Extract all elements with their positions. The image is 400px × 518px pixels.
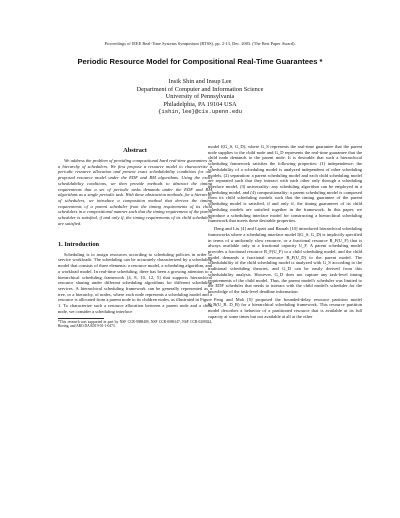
author-names: Insik Shin and Insup Lee (168, 78, 232, 85)
author-block (0, 78, 400, 116)
right-paragraph-3: Feng and Mok [5] proposed the bounded-delay resource partition model R_B(U_B, D_B) for a hierarchical scheduling framework. This resource partition model describes a behavior of a partitioned resource that is available at its full capacity at some times but not available at all at the other (208, 296, 362, 319)
author-department: Department of Computer and Information Science (136, 85, 264, 93)
left-column (58, 147, 212, 328)
abstract-text: We address the problem of providing compositional hard real-time guarantees in a hierarchy of schedulers. We first propose a resource model to characterize a periodic resource allocation and present exact schedulability conditions for our proposed resource model under the EDF and RM algorithms. Using the exact schedulability conditions, we then provide methods to abstract the timing requirements that a set of periodic tasks demands under the EDF and RM algorithms as a single periodic task. With these abstraction methods, for a hierarchy of schedulers, we introduce a composition method that derives the timing requirements of a parent scheduler from the timing requirements of its child schedulers in a compositional manner such that the timing requirement of the parent scheduler is satisfied, if and only if, the timing requirements of its child schedulers are satisfied. (58, 158, 212, 226)
author-university: University of Pennsylvania (165, 93, 235, 101)
abstract-heading: Abstract (123, 147, 147, 154)
author-email: {ishin,lee}@cis.upenn.edu (158, 108, 242, 116)
footnote: *This research was supported in part by NSF CCR-9988409, NSF CCR-0086147, NSF CCR-0209024, Boeing, and ARO DAAD19-01-1-0473. (58, 319, 212, 328)
author-address: Philadelphia, PA 19104 USA (163, 100, 237, 108)
proceedings-header: Proceedings of IEEE Real-Time Systems Symposium (RTSS), pp. 2-13, Dec. 2003. (The Best Paper Award). (104, 41, 296, 46)
footnote-rule (58, 318, 104, 319)
right-paragraph-2: Deng and Liu [4] and Lipari and Baruah [10] introduced hierarchical scheduling frameworks where a scheduling interface model I(G_S, G_D) is implicitly specified in terms of a uniformly slow resource, or a fractional resource R_F(U_F) that is always available only at a fractional capacity U_F. A parent scheduling model provides a fractional resource R_F(U_F) to a child scheduling model, and the child model demands a fractional resource R_F(U_D) to the parent model. The schedulability of the child scheduling model is analyzed with G_S according to the traditional scheduling theories, and G_D can be easily derived from this schedulability analysis. However, G_D does not capture any task-level timing requirements of the child model. Thus, the parent model's scheduler was limited to the EDF scheduler that needs to interact with the child model's scheduler for the knowledge of the task-level deadline information. (208, 226, 362, 294)
introduction-heading: 1. Introduction (58, 240, 100, 248)
right-column (208, 144, 362, 322)
intro-paragraph-1: Scheduling is to assign resources according to scheduling policies in order to service workloads. The scheduling can be accurately characterized by a scheduling model that consists of three elements: a resource model, a scheduling algorithm, and a workload model. In real-time scheduling, there has been a growing attention to a hierarchical scheduling framework [4, 8, 10, 12, 5] that supports hierarchical resource sharing under different scheduling algorithms for different scheduling services. A hierarchical scheduling framework can be generally represented as a tree, or a hierarchy, of nodes, where each node represents a scheduling model and a resource is allocated from a parent node to its children nodes, as illustrated in Figure 1. To characterize such a resource allocation between a parent node and a child node, we consider a scheduling interface (58, 251, 212, 314)
paper-title: Periodic Resource Model for Compositional Real-Time Guarantees * (77, 57, 323, 66)
right-paragraph-1: model I(G_S, G_D), where G_S represents the real-time guarantee that the parent node supplies to the child node and G_D represents the real-time guarantee that the child node demands to the parent node. It is desirable that such a hierarchical scheduling framework satisfies the following properties: (1) independence: the schedulability of a scheduling model is analyzed independent of other scheduling models, (2) separation: a parent scheduling model and each child scheduling model are separated such that they interact with each other only through a scheduling interface model, (3) universality: any scheduling algorithm can be employed in a scheduling model, and (4) compositionality: a parent scheduling model is composed from its child scheduling models such that the timing guarantee of the parent scheduling model is satisfied, if and only if, the timing guarantees of its child scheduling models are satisfied together in the framework. In this paper, we introduce a scheduling interface model for constructing a hierarchical scheduling framework that meets these desirable properties. (208, 144, 362, 224)
